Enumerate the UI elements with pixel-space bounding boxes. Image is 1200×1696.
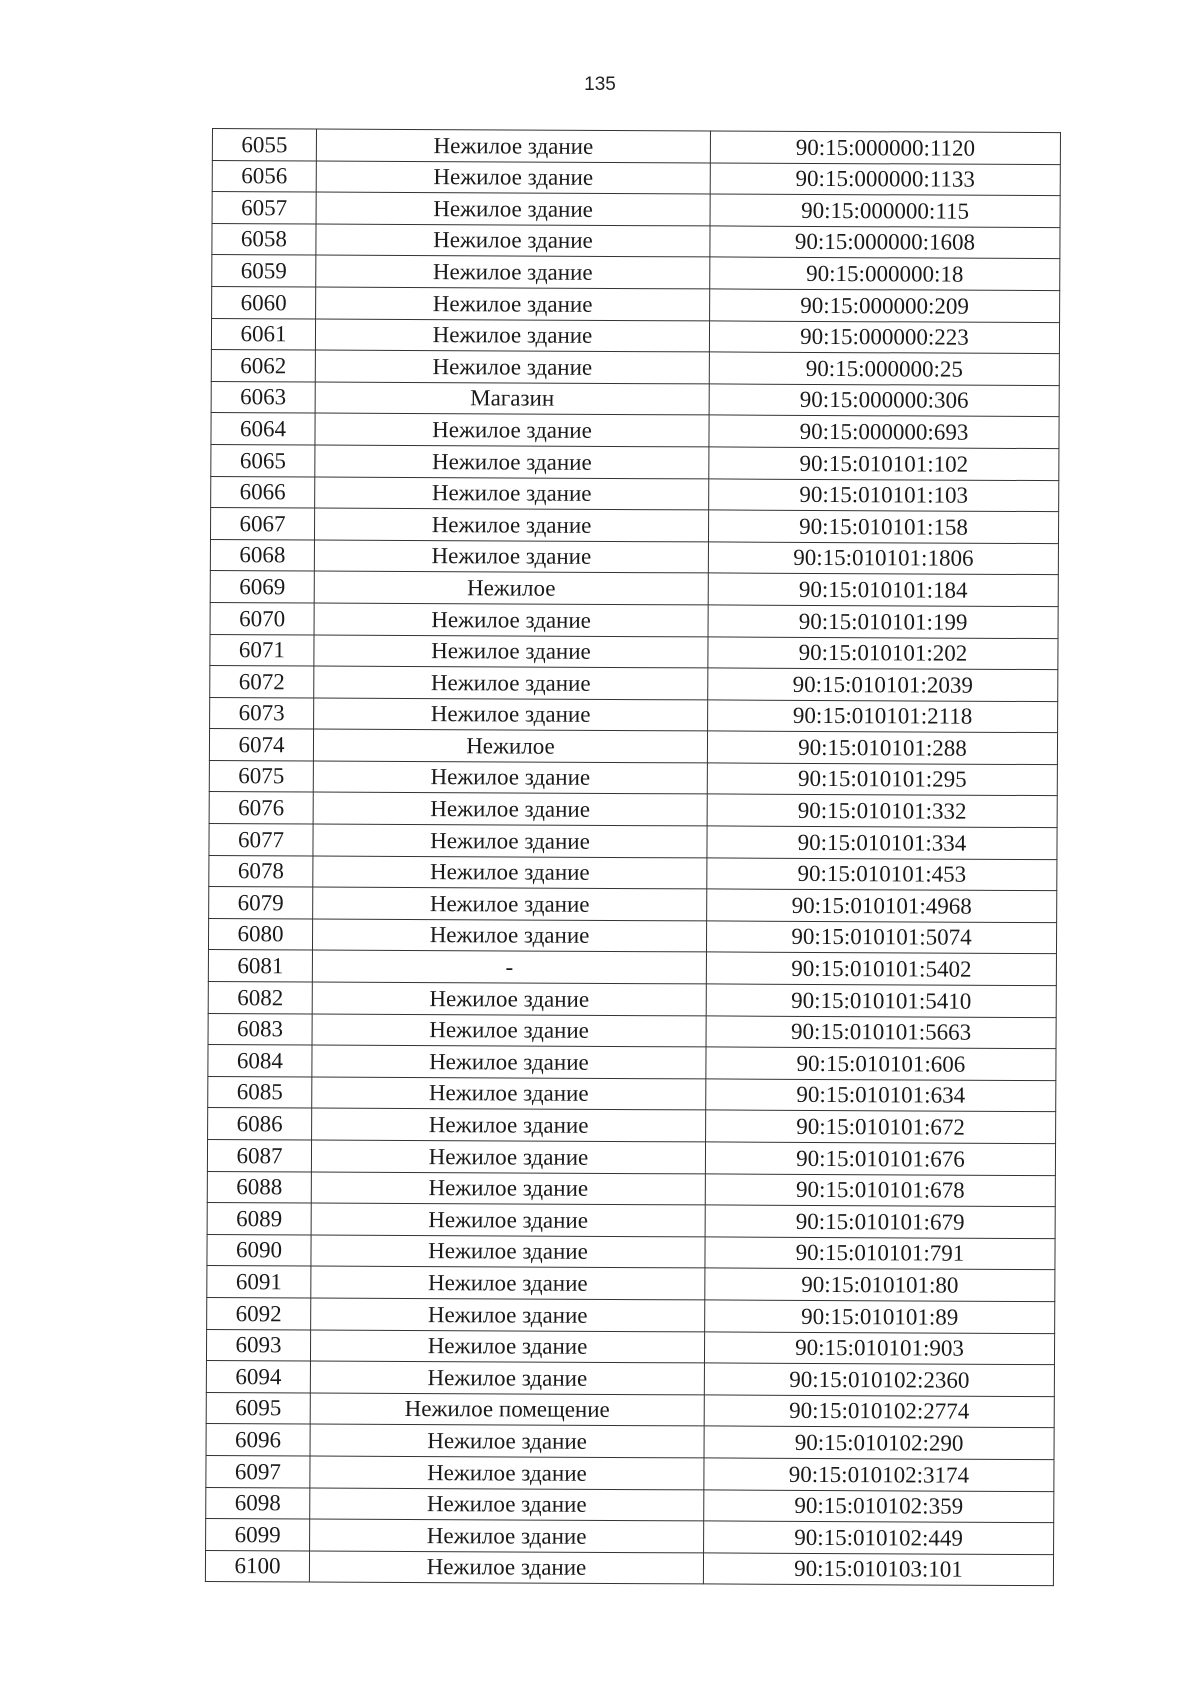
cadastral-number-cell: 90:15:010101:2039 (708, 668, 1058, 701)
row-number-cell: 6097 (206, 1455, 310, 1487)
table-row (210, 602, 1058, 638)
table-row (212, 286, 1060, 322)
table-row (211, 413, 1059, 449)
table-row (207, 1234, 1055, 1270)
row-number-cell: 6090 (207, 1234, 311, 1266)
table-row (209, 824, 1057, 860)
cadastral-number-cell: 90:15:000000:223 (709, 320, 1059, 353)
row-number-cell: 6076 (209, 792, 313, 824)
cadastral-number-cell: 90:15:010101:103 (709, 478, 1059, 511)
cadastral-number-cell: 90:15:010102:3174 (704, 1458, 1054, 1491)
object-name-cell: Нежилое здание (315, 477, 709, 511)
row-number-cell: 6073 (210, 697, 314, 729)
object-name-cell: Нежилое здание (313, 792, 707, 826)
table-row (212, 223, 1060, 259)
row-number-cell: 6091 (207, 1266, 311, 1298)
object-name-cell: Нежилое здание (315, 413, 709, 447)
table-row (210, 634, 1058, 670)
object-name-cell: Нежилое здание (316, 287, 710, 321)
cadastral-number-cell: 90:15:000000:115 (710, 194, 1060, 227)
cadastral-number-cell: 90:15:000000:306 (709, 384, 1059, 417)
object-name-cell: - (312, 950, 706, 984)
object-name-cell: Нежилое здание (312, 919, 706, 953)
row-number-cell: 6077 (209, 824, 313, 856)
object-name-cell: Нежилое здание (315, 319, 709, 353)
cadastral-number-cell: 90:15:010101:634 (706, 1079, 1056, 1112)
row-number-cell: 6100 (205, 1550, 309, 1582)
row-number-cell: 6084 (208, 1045, 312, 1077)
table-row (211, 381, 1059, 417)
table-row (208, 1076, 1056, 1112)
cadastral-number-cell: 90:15:010101:4968 (707, 889, 1057, 922)
cadastral-number-cell: 90:15:000000:1120 (710, 131, 1060, 164)
row-number-cell: 6095 (206, 1392, 310, 1424)
object-name-cell: Нежилое здание (314, 508, 708, 542)
table-row (206, 1519, 1054, 1555)
cadastral-number-cell: 90:15:010101:332 (707, 794, 1057, 827)
cadastral-number-cell: 90:15:010101:184 (708, 573, 1058, 606)
row-number-cell: 6055 (212, 129, 316, 161)
object-name-cell: Нежилое здание (314, 603, 708, 637)
row-number-cell: 6063 (211, 381, 315, 413)
cadastral-number-cell: 90:15:010101:5074 (706, 921, 1056, 954)
cadastral-number-cell: 90:15:010101:158 (708, 510, 1058, 543)
row-number-cell: 6098 (206, 1487, 310, 1519)
table-row (206, 1455, 1054, 1491)
cadastral-number-cell: 90:15:000000:18 (710, 257, 1060, 290)
table-row (209, 887, 1057, 923)
row-number-cell: 6099 (206, 1519, 310, 1551)
table-row (211, 318, 1059, 354)
row-number-cell: 6088 (207, 1171, 311, 1203)
table-row (208, 918, 1056, 954)
cadastral-number-cell: 90:15:010101:199 (708, 605, 1058, 638)
row-number-cell: 6075 (209, 760, 313, 792)
object-name-cell: Нежилое здание (310, 1361, 704, 1395)
row-number-cell: 6058 (212, 223, 316, 255)
cadastral-number-cell: 90:15:010102:449 (704, 1521, 1054, 1554)
table-row (208, 1013, 1056, 1049)
object-name-cell: Нежилое здание (313, 887, 707, 921)
object-name-cell: Нежилое здание (315, 445, 709, 479)
table-row (210, 539, 1058, 575)
cadastral-number-cell: 90:15:010103:101 (703, 1553, 1053, 1586)
object-name-cell: Нежилое здание (316, 129, 710, 163)
row-number-cell: 6083 (208, 1013, 312, 1045)
object-name-cell: Нежилое здание (311, 1235, 705, 1269)
object-name-cell: Нежилое здание (314, 666, 708, 700)
object-name-cell: Магазин (315, 382, 709, 416)
table-row (206, 1392, 1054, 1428)
row-number-cell: 6078 (209, 855, 313, 887)
page-number: 135 (584, 74, 616, 95)
table-row (212, 160, 1060, 196)
registry-table-body (205, 129, 1060, 1586)
object-name-cell: Нежилое (314, 571, 708, 605)
cadastral-number-cell: 90:15:010101:453 (707, 858, 1057, 891)
object-name-cell: Нежилое здание (312, 1077, 706, 1111)
cadastral-number-cell: 90:15:010101:5410 (706, 984, 1056, 1017)
cadastral-number-cell: 90:15:010101:672 (706, 1110, 1056, 1143)
row-number-cell: 6080 (208, 918, 312, 950)
table-row (208, 950, 1056, 986)
row-number-cell: 6092 (207, 1297, 311, 1329)
cadastral-number-cell: 90:15:010102:359 (704, 1489, 1054, 1522)
object-name-cell: Нежилое здание (314, 635, 708, 669)
cadastral-number-cell: 90:15:010101:295 (707, 763, 1057, 796)
object-name-cell: Нежилое здание (314, 698, 708, 732)
cadastral-number-cell: 90:15:010101:606 (706, 1047, 1056, 1080)
row-number-cell: 6085 (208, 1076, 312, 1108)
object-name-cell: Нежилое здание (312, 1014, 706, 1048)
row-number-cell: 6087 (207, 1139, 311, 1171)
cadastral-number-cell: 90:15:000000:1608 (710, 226, 1060, 259)
object-name-cell: Нежилое здание (310, 1488, 704, 1522)
cadastral-number-cell: 90:15:000000:1133 (710, 163, 1060, 196)
cadastral-number-cell: 90:15:010101:288 (707, 731, 1057, 764)
table-row (210, 571, 1058, 607)
object-name-cell: Нежилое здание (311, 1203, 705, 1237)
row-number-cell: 6057 (212, 192, 316, 224)
row-number-cell: 6070 (210, 602, 314, 634)
row-number-cell: 6096 (206, 1424, 310, 1456)
cadastral-number-cell: 90:15:010102:2360 (704, 1363, 1054, 1396)
object-name-cell: Нежилое здание (316, 255, 710, 289)
row-number-cell: 6061 (211, 318, 315, 350)
property-registry-table (205, 128, 1061, 1586)
table-row (206, 1329, 1054, 1365)
row-number-cell: 6086 (208, 1108, 312, 1140)
table-row (208, 982, 1056, 1018)
cadastral-number-cell: 90:15:010101:2118 (708, 700, 1058, 733)
row-number-cell: 6065 (211, 444, 315, 476)
row-number-cell: 6062 (211, 350, 315, 382)
table-row (212, 255, 1060, 291)
object-name-cell: Нежилое здание (316, 224, 710, 258)
row-number-cell: 6072 (210, 666, 314, 698)
row-number-cell: 6064 (211, 413, 315, 445)
row-number-cell: 6067 (210, 508, 314, 540)
table-row (207, 1297, 1055, 1333)
cadastral-number-cell: 90:15:010102:290 (704, 1426, 1054, 1459)
object-name-cell: Нежилое здание (316, 161, 710, 195)
table-row (209, 760, 1057, 796)
object-name-cell: Нежилое здание (312, 1045, 706, 1079)
table-row (206, 1361, 1054, 1397)
object-name-cell: Нежилое здание (312, 982, 706, 1016)
object-name-cell: Нежилое здание (313, 824, 707, 858)
cadastral-number-cell: 90:15:000000:209 (710, 289, 1060, 322)
table-row (205, 1550, 1053, 1586)
object-name-cell: Нежилое здание (310, 1424, 704, 1458)
row-number-cell: 6079 (209, 887, 313, 919)
table-row (209, 855, 1057, 891)
row-number-cell: 6069 (210, 571, 314, 603)
object-name-cell: Нежилое здание (311, 1140, 705, 1174)
object-name-cell: Нежилое здание (311, 1172, 705, 1206)
row-number-cell: 6089 (207, 1203, 311, 1235)
row-number-cell: 6060 (212, 286, 316, 318)
row-number-cell: 6071 (210, 634, 314, 666)
table-row (212, 192, 1060, 228)
cadastral-number-cell: 90:15:010101:89 (705, 1300, 1055, 1333)
table-row (209, 792, 1057, 828)
object-name-cell: Нежилое здание (312, 1108, 706, 1142)
cadastral-number-cell: 90:15:010102:2774 (704, 1395, 1054, 1428)
table-row (208, 1045, 1056, 1081)
row-number-cell: 6059 (212, 255, 316, 287)
cadastral-number-cell: 90:15:010101:676 (705, 1142, 1055, 1175)
row-number-cell: 6093 (206, 1329, 310, 1361)
table-row (211, 476, 1059, 512)
cadastral-number-cell: 90:15:010101:5402 (706, 952, 1056, 985)
table-row (210, 666, 1058, 702)
cadastral-number-cell: 90:15:010101:5663 (706, 1016, 1056, 1049)
table-row (207, 1171, 1055, 1207)
row-number-cell: 6082 (208, 982, 312, 1014)
table-row (209, 729, 1057, 765)
cadastral-number-cell: 90:15:010101:903 (704, 1331, 1054, 1364)
cadastral-number-cell: 90:15:010101:102 (709, 447, 1059, 480)
cadastral-number-cell: 90:15:010101:791 (705, 1237, 1055, 1270)
table-row (212, 129, 1060, 165)
cadastral-number-cell: 90:15:010101:678 (705, 1174, 1055, 1207)
object-name-cell: Нежилое здание (313, 856, 707, 890)
table-row (210, 508, 1058, 544)
row-number-cell: 6094 (206, 1361, 310, 1393)
table-row (206, 1487, 1054, 1523)
object-name-cell: Нежилое здание (314, 540, 708, 574)
object-name-cell: Нежилое здание (316, 192, 710, 226)
object-name-cell: Нежилое (313, 729, 707, 763)
row-number-cell: 6066 (211, 476, 315, 508)
cadastral-number-cell: 90:15:010101:679 (705, 1205, 1055, 1238)
object-name-cell: Нежилое здание (313, 761, 707, 795)
table-row (206, 1424, 1054, 1460)
cadastral-number-cell: 90:15:010101:202 (708, 636, 1058, 669)
row-number-cell: 6074 (209, 729, 313, 761)
cadastral-number-cell: 90:15:010101:80 (705, 1268, 1055, 1301)
table-row (210, 697, 1058, 733)
cadastral-number-cell: 90:15:000000:693 (709, 415, 1059, 448)
row-number-cell: 6056 (212, 160, 316, 192)
object-name-cell: Нежилое здание (315, 350, 709, 384)
row-number-cell: 6081 (208, 950, 312, 982)
table-row (207, 1139, 1055, 1175)
cadastral-number-cell: 90:15:010101:1806 (708, 542, 1058, 575)
object-name-cell: Нежилое здание (310, 1519, 704, 1553)
row-number-cell: 6068 (210, 539, 314, 571)
cadastral-number-cell: 90:15:010101:334 (707, 826, 1057, 859)
table-row (207, 1203, 1055, 1239)
table-row (208, 1108, 1056, 1144)
table-row (211, 444, 1059, 480)
object-name-cell: Нежилое помещение (310, 1393, 704, 1427)
object-name-cell: Нежилое здание (310, 1456, 704, 1490)
cadastral-number-cell: 90:15:000000:25 (709, 352, 1059, 385)
object-name-cell: Нежилое здание (311, 1266, 705, 1300)
object-name-cell: Нежилое здание (309, 1551, 703, 1585)
object-name-cell: Нежилое здание (311, 1298, 705, 1332)
object-name-cell: Нежилое здание (310, 1330, 704, 1364)
table-row (207, 1266, 1055, 1302)
table-row (211, 350, 1059, 386)
